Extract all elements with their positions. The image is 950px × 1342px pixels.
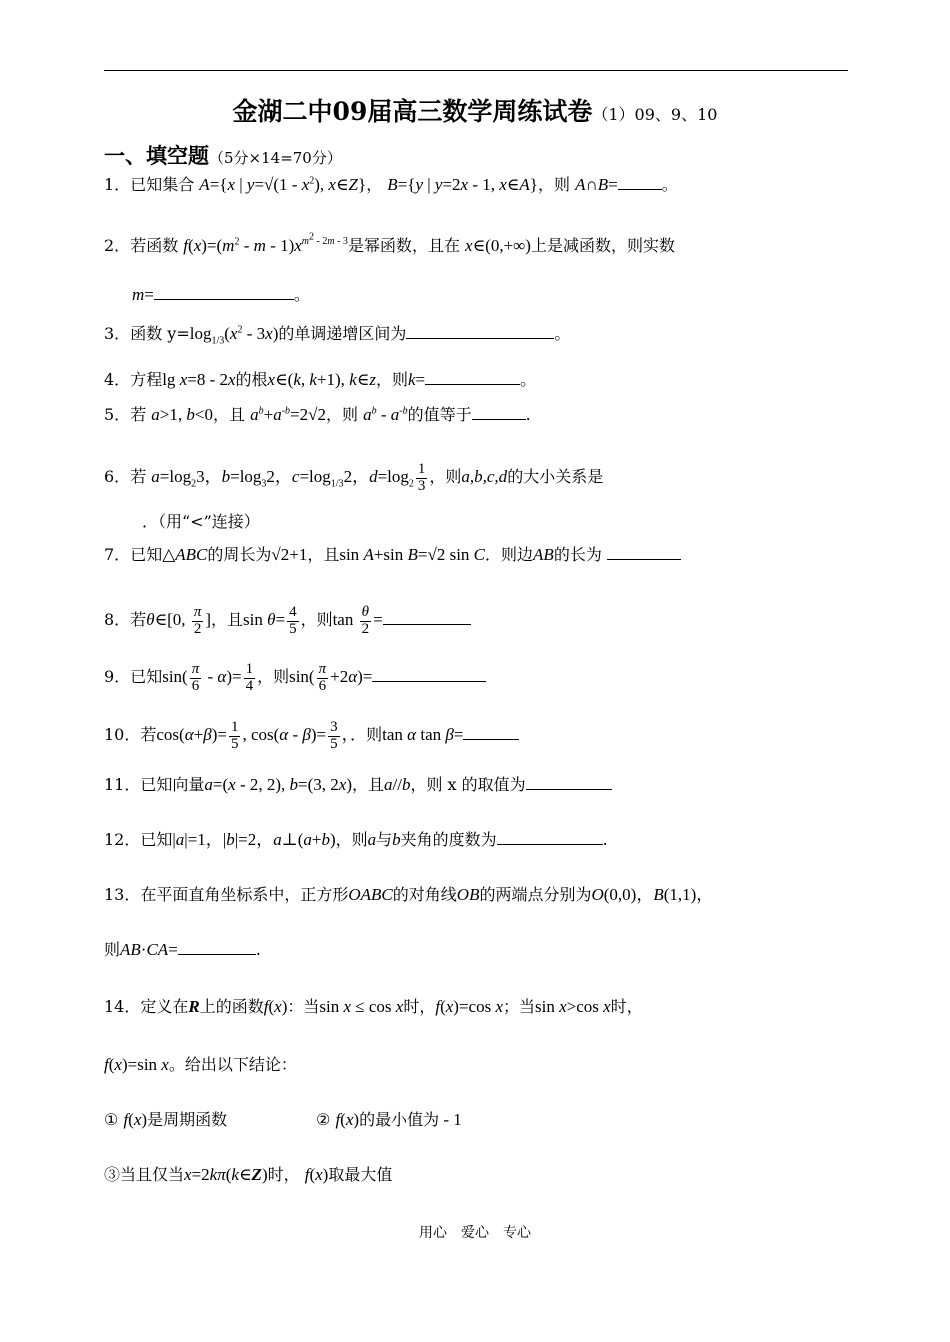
formula-equation: lg x=8 - 2x: [162, 370, 236, 389]
title-main: 金湖二中09届高三数学周练试卷: [232, 97, 593, 126]
formula-interval: x∈(0,+∞): [465, 235, 531, 255]
answer-blank[interactable]: [526, 775, 612, 790]
conclusion-row-2: ② f(x)的最小值为 - 1: [316, 1110, 462, 1129]
formula-set-b: B={y | y=2x - 1, x∈A}: [387, 175, 538, 194]
problem-6-note: ．（用“<”连接）: [142, 512, 260, 531]
page-footer: 用心 爱心 专心: [419, 1225, 531, 1241]
formula-intersection: A∩B=: [575, 175, 618, 194]
formula-perimeter: √2+1: [271, 545, 308, 564]
answer-blank[interactable]: [472, 405, 526, 420]
formula-parallel: a//b: [384, 775, 411, 794]
formula-power-function: $f(x)=(m^2 - m - 1)x^{m^2 - 2m - 3}$: [183, 232, 348, 255]
formula-tan-half: tan $\frac{\theta}{2}$ =: [332, 604, 383, 637]
problem-5: 5．若 a>1, b<0，且 $a^b+a^{-b}=2√2$，则 $a^b - a^{-b}$的值等于 .: [104, 405, 531, 424]
formula-case-2: sin x>cos x: [535, 997, 611, 1016]
problem-14-cont: f(x)=sin x。给出以下结论：: [104, 1055, 297, 1074]
answer-blank[interactable]: [154, 285, 294, 300]
formula-root-interval: x∈(k, k+1), k∈z: [267, 370, 376, 389]
problem-12: 12．已知|a|=1，|b|=2，a⊥(a+b)，则a与b夹角的度数为 .: [104, 830, 608, 849]
conclusion-row-3: ③当且仅当x=2kπ(k∈Z)时， f(x)取最大值: [104, 1165, 393, 1184]
answer-blank[interactable]: [618, 175, 662, 190]
answer-blank[interactable]: [425, 370, 520, 385]
page-title: [0, 92, 950, 128]
conclusion-row-1: ① f(x)是周期函数: [104, 1110, 228, 1129]
problem-2-answer: m= 。: [132, 285, 310, 304]
problem-4: 4．方程lg x=8 - 2x的根x∈(k, k+1), k∈z，则k= 。: [104, 370, 537, 389]
formula-diagonal: OB: [456, 885, 480, 904]
formula-case-1: sin x ≤ cos x: [319, 997, 404, 1016]
problem-14: 14．定义在R上的函数f(x)：当sin x ≤ cos x时，f(x)=cos x；当sin x>cos x时，: [104, 997, 643, 1016]
formula-sine-relation: sin A+sin B=√2 sin C: [339, 545, 486, 564]
formula-difference: $a^b - a^{-b}$: [363, 405, 408, 424]
formula-cos-values: cos(α+β)= $\frac{1}{5}$ , cos(α - β)= $\frac{3}{5}$ ，: [156, 719, 351, 752]
top-rule: [104, 70, 848, 71]
section-title: 一、填空题: [104, 143, 209, 168]
problem-6: 6．若 $a=\log_23$，$b=\log_32$，$c=\log_{1/3}2$，$d=\log_2$ $\frac{1}{3}$ ，则a,b,c,d的大小关系是: [104, 461, 604, 494]
problem-13-answer: 则AB·CA= .: [104, 940, 261, 959]
answer-blank[interactable]: [406, 324, 554, 339]
formula-value-1: f(x)=cos x: [435, 997, 504, 1016]
formula-magnitudes: |a|=1，|b|=2，a⊥(a+b): [172, 830, 336, 849]
problem-2: 2．若函数 $f(x)=(m^2 - m - 1)x^{m^2 - 2m - 3}$是幂函数，且在 x∈(0,+∞)上是减函数，则实数: [104, 232, 675, 255]
formula-sum: $a^b+a^{-b}=2√2$: [250, 405, 326, 424]
formula-triangle: △ABC: [162, 545, 208, 564]
problem-13: 13．在平面直角坐标系中，正方形OABC的对角线OB的两端点分别为O(0,0)，B(1,1)，: [104, 885, 714, 904]
answer-blank[interactable]: [607, 545, 681, 560]
section-heading: [104, 140, 342, 170]
formula-tan-product: tan α tan β=: [382, 725, 464, 745]
formula-points: O(0,0)，B(1,1)，: [591, 885, 714, 904]
formula-theta-range: θ∈[0, $\frac{\pi}{2}$ ]: [146, 604, 211, 637]
formula-condition: a>1, b<0: [151, 405, 213, 424]
answer-blank[interactable]: [497, 830, 603, 845]
problem-1: 1．已知集合 A={x | $y=√(1 - x^2)$, x∈Z}， B={y | y=2x - 1, x∈A}，则 A∩B= 。: [104, 175, 678, 194]
formula-dot-product: AB·CA=: [120, 940, 178, 959]
problem-11: 11．已知向量a=(x - 2, 2), b=(3, 2x)，且a//b，则 x 的取值为: [104, 775, 612, 795]
formula-abcd: $a=\log_23$，$b=\log_32$，$c=\log_{1/3}2$，$d=\log_2$ $\frac{1}{3}$: [151, 461, 426, 494]
problem-3: 3．函数 $y=\log_{1/3}(x^2 - 3x)$的单调递增区间为 。: [104, 324, 571, 347]
formula-log: $\log_{1/3}(x^2 - 3x)$: [189, 324, 279, 347]
title-note: （1）09、9、10: [592, 105, 718, 124]
formula-asked: sin( $\frac{\pi}{6}$ +2α)=: [289, 661, 373, 694]
formula-given: sin( $\frac{\pi}{6}$ - α)= $\frac{1}{4}$: [162, 661, 254, 694]
problem-9: 9．已知sin( $\frac{\pi}{6}$ - α)= $\frac{1}{4}$ ，则sin( $\frac{\pi}{6}$ +2α)=: [104, 662, 486, 695]
answer-blank[interactable]: [178, 940, 256, 955]
section-note: （5分×14=70分）: [209, 149, 342, 167]
answer-blank[interactable]: [372, 667, 486, 682]
formula-square: OABC: [348, 885, 393, 904]
formula-max-condition: x=2kπ(k∈Z): [184, 1165, 268, 1184]
formula-fx: f(x): [263, 997, 288, 1016]
formula-value-2: f(x)=sin x: [104, 1055, 169, 1074]
problem-10: 10．若cos(α+β)= $\frac{1}{5}$ , cos(α - β)= $\frac{3}{5}$ ，．则tan α tan β=: [104, 720, 519, 753]
problem-8: 8．若θ∈[0, $\frac{\pi}{2}$ ]，且sin θ= $\frac{4}{5}$ ，则tan $\frac{\theta}{2}$ =: [104, 605, 471, 638]
formula-set-a: A={x | $y=√(1 - x^2)$, x∈Z}: [199, 175, 367, 194]
formula-vectors: a=(x - 2, 2), b=(3, 2x): [204, 775, 352, 794]
problem-7: 7．已知△ABC的周长为√2+1，且sin A+sin B=√2 sin C．则边AB的长为: [104, 545, 681, 565]
answer-blank[interactable]: [383, 610, 471, 625]
formula-sin-theta: sin θ= $\frac{4}{5}$: [243, 604, 297, 637]
answer-blank[interactable]: [463, 725, 519, 740]
